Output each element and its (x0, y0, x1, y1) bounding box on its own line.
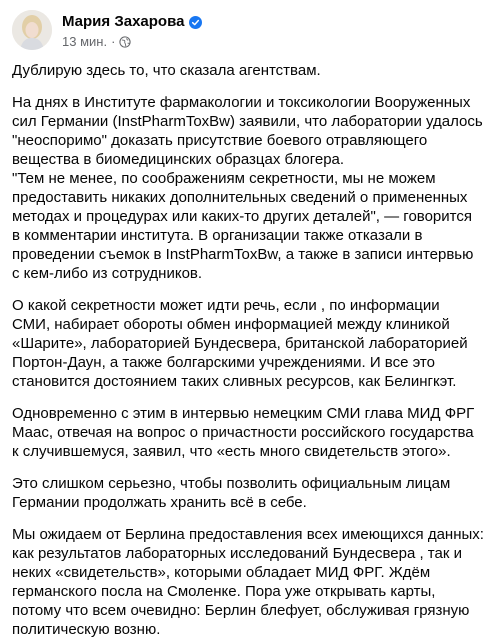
post-paragraph: Дублирую здесь то, что сказала агентствам. (12, 62, 321, 79)
post-meta (62, 12, 202, 50)
avatar[interactable] (12, 10, 52, 50)
verified-badge-icon (189, 16, 202, 29)
post-paragraph: Это слишком серьезно, чтобы позволить официальным лицам Германии продолжать хранить всё в себе. (12, 475, 451, 511)
post-paragraph: Одновременно с этим в интервью немецким СМИ глава МИД ФРГ Маас, отвечая на вопрос о причастности российского государства к случившемуся, заявил, что «есть много свидетельств этого». (12, 405, 475, 460)
avatar-image (12, 10, 52, 50)
globe-icon[interactable] (119, 36, 131, 48)
post-header (12, 6, 492, 58)
post-subline (62, 34, 202, 50)
author-name[interactable]: Мария Захарова (62, 13, 185, 30)
post-paragraph: Мы ожидаем от Берлина предоставления всех имеющихся данных: как результатов лабораторных исследований Бундесвера , так и неких «свидетельств», которыми обладает МИД ФРГ. Ждём германского посла на Смоленке. Пора уже открывать карты, потому что всем очевидно: Берлин блефует, обслуживая грязную политическую возню. (12, 526, 484, 638)
post-body (12, 61, 492, 639)
post-timestamp[interactable]: 13 мин. (62, 34, 108, 49)
author-row (62, 12, 202, 32)
post-paragraph: На днях в Институте фармакологии и токсикологии Вооруженных сил Германии (InstPharmToxBw) заявили, что лаборатории удалось "неоспоримо" доказать присутствие боевого отравляющего вещества в биомедицинских образцах блогера. "Тем не менее, по соображениям секретности, мы не можем предоставить никаких дополнительных сведений о примененных методах и процедурах или каких-то других деталей", — говорится в комментарии института. В организации также отказали в проведении съемок в InstPharmToxBw, а также в записи интервью с кем-либо из сотрудников. (12, 94, 483, 282)
post-paragraph: О какой секретности может идти речь, если , по информации СМИ, набирает обороты обмен информацией между клиникой «Шарите», лабораторией Бундесвера, британской лабораторией Портон-Даун, а также болгарскими учреждениями. И все это становится достоянием таких сливных ресурсов, как Белингкэт. (12, 297, 468, 390)
separator-dot: · (111, 34, 116, 49)
